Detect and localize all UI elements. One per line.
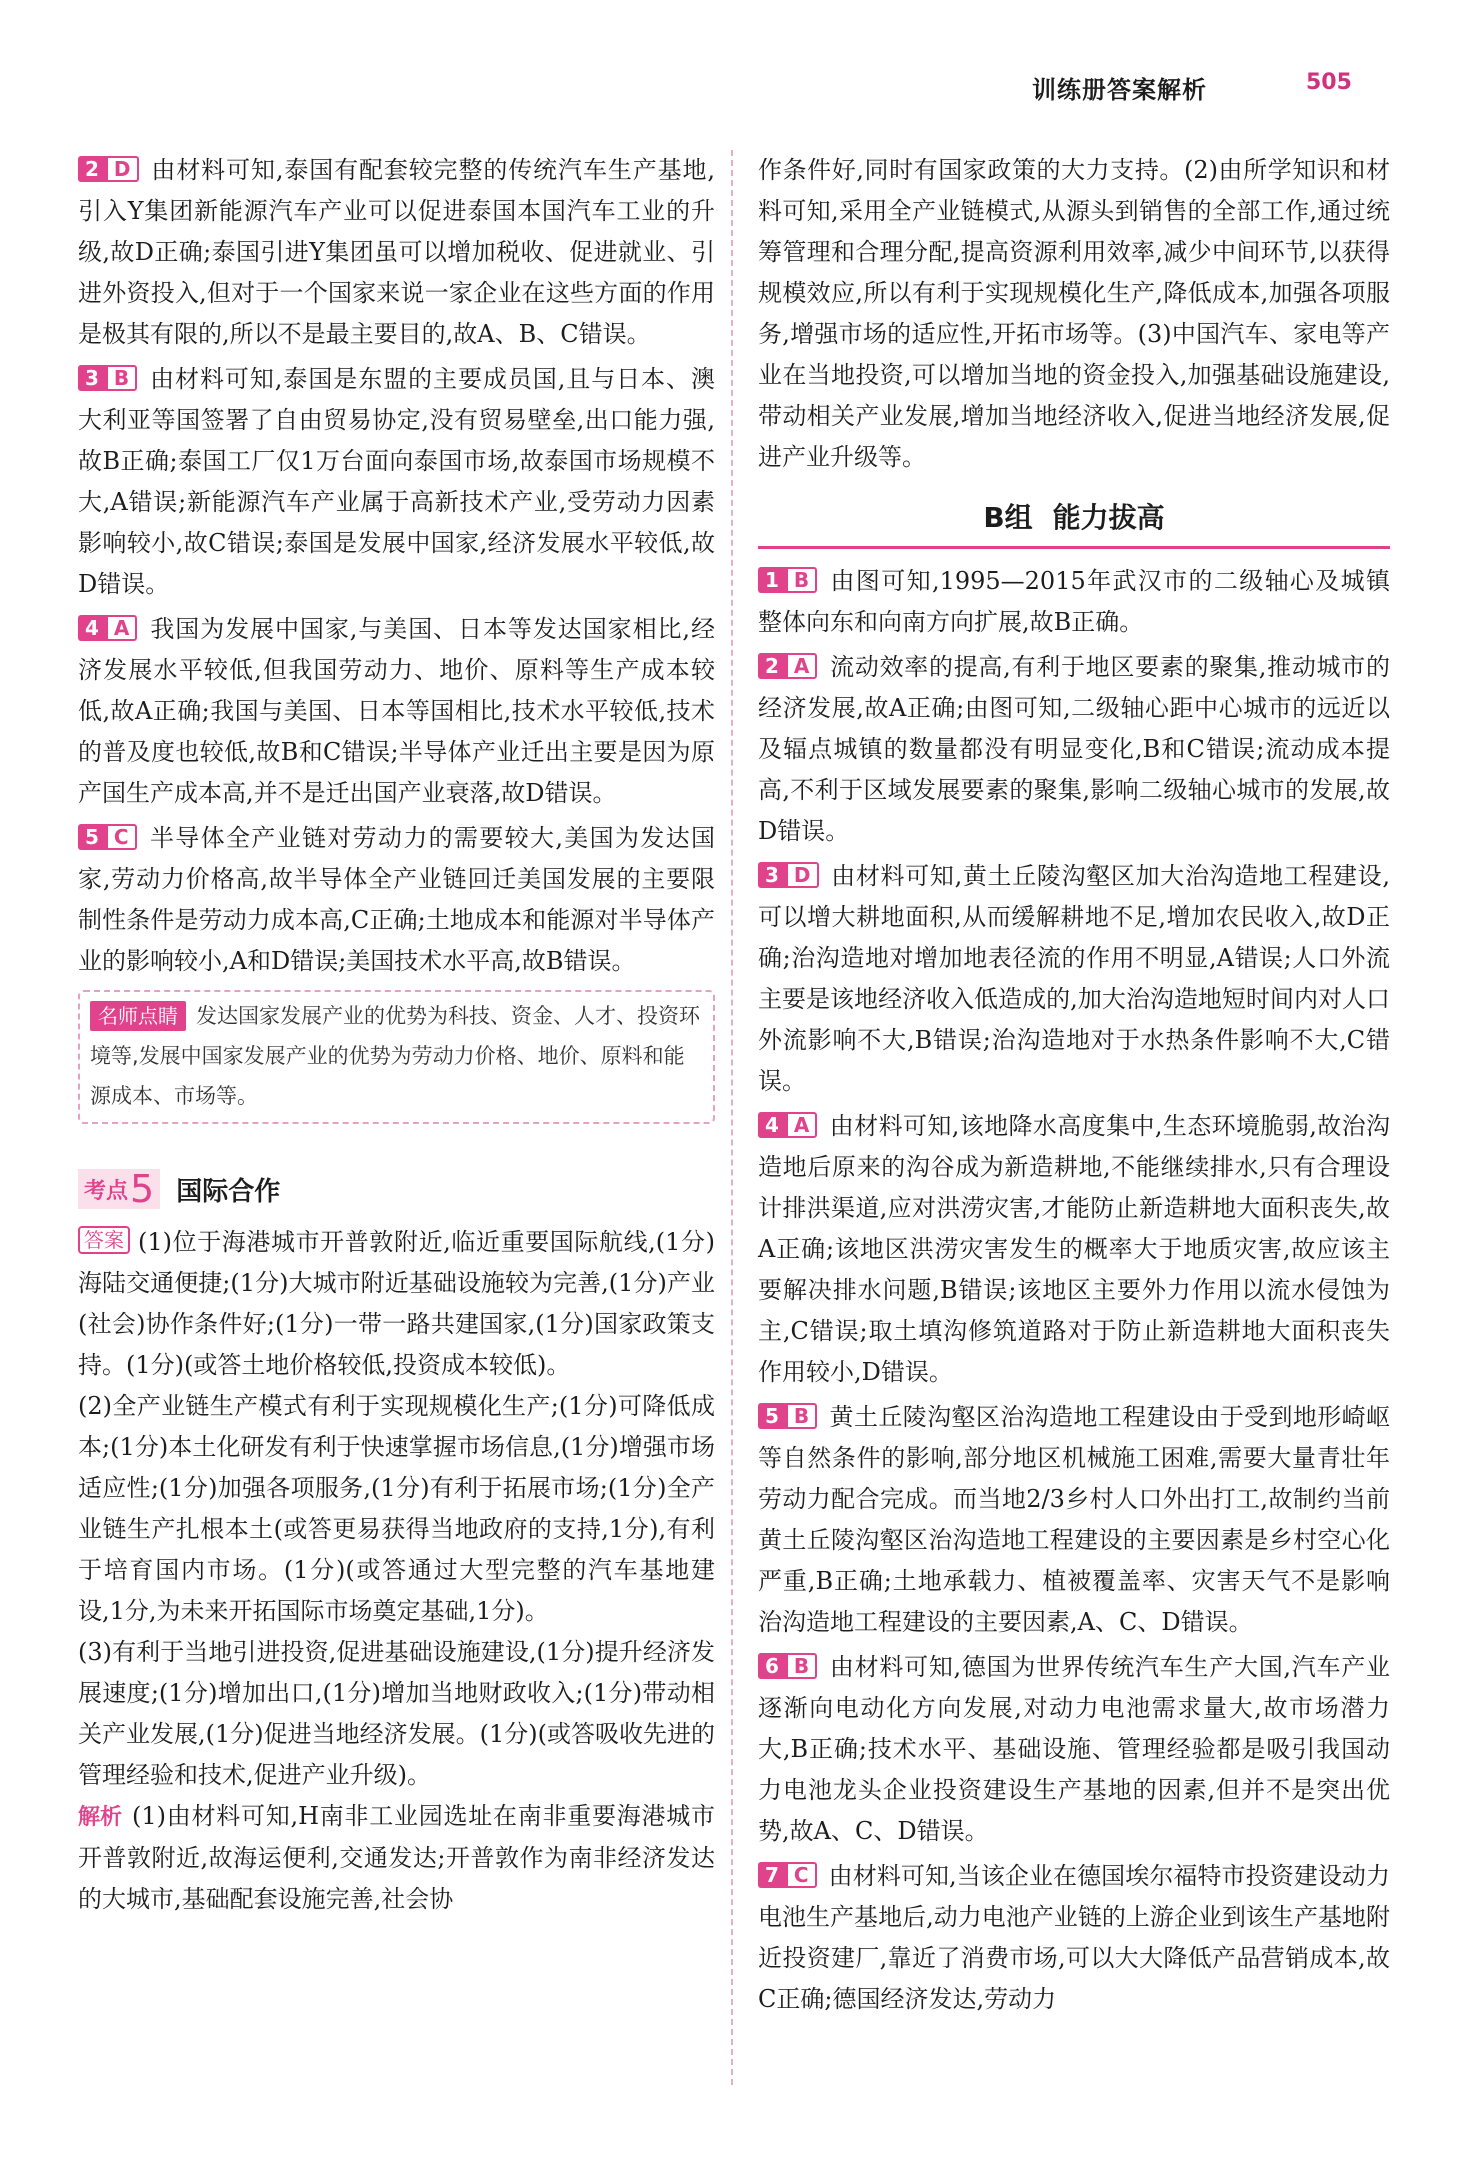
answer-item-b5 <box>758 1397 1390 1643</box>
group-name: B组 <box>983 501 1033 534</box>
question-badge <box>758 1862 817 1888</box>
question-number: 6 <box>758 1653 786 1679</box>
analysis-continuation: 作条件好,同时有国家政策的大力支持。(2)由所学知识和材料可知,采用全产业链模式,从源头到销售的全部工作,通过统筹管理和合理分配,提高资源利用效率,减少中间环节,以获得规模效应,所以有利于实现规模化生产,降低成本,加强各项服务,增强市场的适应性,开拓市场等。(3)中国汽车、家电等产业在当地投资,可以增加当地的资金投入,加强基础设施建设,带动相关产业发展,增加当地经济收入,促进当地经济发展,促进产业升级等。 <box>758 156 1390 471</box>
header-title: 训练册答案解析 <box>1032 76 1207 104</box>
analysis-label: 解析 <box>78 1805 123 1830</box>
explanation-text: 由材料可知,德国为世界传统汽车生产大国,汽车产业逐渐向电动化方向发展,对动力电池需求量大,故市场潜力大,B正确;技术水平、基础设施、管理经验都是吸引我国动力电池龙头企业投资建设生产基地的因素,但并不是突出优势,故A、C、D错误。 <box>758 1653 1390 1845</box>
answer-letter: C <box>786 1862 817 1888</box>
explanation-text: 我国为发展中国家,与美国、日本等发达国家相比,经济发展水平较低,但我国劳动力、地价、原料等生产成本较低,故A正确;我国与美国、日本等国相比,技术水平较低,技术的普及度也较低,故B和C错误;半导体产业迁出主要是因为原产国生产成本高,并不是迁出国产业衰落,故D错误。 <box>78 615 715 807</box>
question-number: 5 <box>78 824 106 850</box>
page-number: 505 <box>1306 70 1352 95</box>
section-badge-number: 5 <box>130 1167 155 1211</box>
answer-item-b3 <box>758 856 1390 1102</box>
group-title: 能力拔高 <box>1052 501 1165 534</box>
left-column <box>78 150 715 1920</box>
question-number: 1 <box>758 567 786 593</box>
section-title: 国际合作 <box>176 1176 281 1207</box>
analysis-text: (1)由材料可知,H南非工业园选址在南非重要海港城市开普敦附近,故海运便利,交通发达;开普敦作为南非经济发达的大城市,基础配套设施完善,社会协 <box>78 1802 715 1913</box>
answer-item-3 <box>78 359 715 605</box>
answer-item-b6 <box>758 1647 1390 1852</box>
question-badge <box>758 1653 817 1679</box>
right-column <box>758 150 1390 2024</box>
answer-item-b1 <box>758 561 1390 643</box>
question-badge <box>78 365 137 391</box>
tip-label: 名师点睛 <box>90 1001 186 1031</box>
answer-letter: B <box>786 1403 817 1429</box>
answer-paragraph-1 <box>78 1222 715 1386</box>
answer-item-b2 <box>758 647 1390 852</box>
answer-letter: A <box>786 653 817 679</box>
answer-text-1: (1)位于海港城市开普敦附近,临近重要国际航线,(1分)海陆交通便捷;(1分)大城市附近基础设施较为完善,(1分)产业(社会)协作条件好;(1分)一带一路共建国家,(1分)国家政策支持。(1分)(或答土地价格较低,投资成本较低)。 <box>78 1228 715 1379</box>
answer-item-b7 <box>758 1856 1390 2020</box>
question-badge <box>78 156 139 182</box>
section-badge-prefix: 考点 <box>84 1178 129 1204</box>
answer-item-4 <box>78 609 715 814</box>
question-badge <box>78 824 137 850</box>
answer-letter: D <box>786 862 819 888</box>
answer-label: 答案 <box>78 1226 130 1254</box>
tip-text: 发达国家发展产业的优势为科技、资金、人才、投资环境等,发展中国家发展产业的优势为劳动力价格、地价、原料和能源成本、市场等。 <box>90 1004 700 1108</box>
explanation-text: 由材料可知,该地降水高度集中,生态环境脆弱,故治沟造地后原来的沟谷成为新造耕地,不能继续排水,只有合理设计排洪渠道,应对洪涝灾害,才能防止新造耕地大面积丧失,故A正确;该地区洪涝灾害发生的概率大于地质灾害,故应该主要解决排水问题,B错误;该地区主要外力作用以流水侵蚀为主,C错误;取土填沟修筑道路对于防止新造耕地大面积丧失作用较小,D错误。 <box>758 1112 1390 1386</box>
question-number: 2 <box>78 156 106 182</box>
question-badge <box>758 653 817 679</box>
answer-item-2 <box>78 150 715 355</box>
question-number: 7 <box>758 1862 786 1888</box>
answer-item-b4 <box>758 1106 1390 1393</box>
answer-paragraph-3: (3)有利于当地引进投资,促进基础设施建设,(1分)提升经济发展速度;(1分)增加出口,(1分)增加当地财政收入;(1分)带动相关产业发展,(1分)促进当地经济发展。(1分)(或答吸收先进的管理经验和技术,促进产业升级)。 <box>78 1638 715 1789</box>
explanation-text: 流动效率的提高,有利于地区要素的聚集,推动城市的经济发展,故A正确;由图可知,二级轴心距中心城市的远近以及辐点城镇的数量都没有明显变化,B和C错误;流动成本提高,不利于区域发展要素的聚集,影响二级轴心城市的发展,故D错误。 <box>758 653 1390 845</box>
question-number: 5 <box>758 1403 786 1429</box>
question-number: 3 <box>78 365 106 391</box>
explanation-text: 由材料可知,泰国是东盟的主要成员国,且与日本、澳大利亚等国签署了自由贸易协定,没有贸易壁垒,出口能力强,故B正确;泰国工厂仅1万台面向泰国市场,故泰国市场规模不大,A错误;新能源汽车产业属于高新技术产业,受劳动力因素影响较小,故C错误;泰国是发展中国家,经济发展水平较低,故D错误。 <box>78 365 715 598</box>
answer-letter: A <box>786 1112 817 1138</box>
answer-letter: B <box>106 365 137 391</box>
group-heading <box>758 496 1390 536</box>
explanation-text: 由图可知,1995—2015年武汉市的二级轴心及城镇整体向东和向南方向扩展,故B正确。 <box>758 567 1390 636</box>
answer-letter: B <box>786 1653 817 1679</box>
question-number: 4 <box>758 1112 786 1138</box>
explanation-text: 半导体全产业链对劳动力的需要较大,美国为发达国家,劳动力价格高,故半导体全产业链回迁美国发展的主要限制性条件是劳动力成本高,C正确;土地成本和能源对半导体产业的影响较小,A和D错误;美国技术水平高,故B错误。 <box>78 824 715 975</box>
answer-item-5 <box>78 818 715 982</box>
answer-letter: C <box>106 824 137 850</box>
question-badge <box>78 615 137 641</box>
column-divider <box>731 150 733 2085</box>
section-heading <box>78 1164 715 1214</box>
explanation-text: 由材料可知,黄土丘陵沟壑区加大治沟造地工程建设,可以增大耕地面积,从而缓解耕地不足,增加农民收入,故D正确;治沟造地对增加地表径流的作用不明显,A错误;人口外流主要是该地经济收入低造成的,加大治沟造地短时间内对人口外流影响不大,B错误;治沟造地对于水热条件影响不大,C错误。 <box>758 862 1390 1095</box>
explanation-text: 由材料可知,泰国有配套较完整的传统汽车生产基地,引入Y集团新能源汽车产业可以促进泰国本国汽车工业的升级,故D正确;泰国引进Y集团虽可以增加税收、促进就业、引进外资投入,但对于一个国家来说一家企业在这些方面的作用是极其有限的,所以不是最主要目的,故A、B、C错误。 <box>78 156 715 348</box>
section-badge <box>78 1169 160 1209</box>
question-badge <box>758 1112 817 1138</box>
question-badge <box>758 567 817 593</box>
explanation-text: 黄土丘陵沟壑区治沟造地工程建设由于受到地形崎岖等自然条件的影响,部分地区机械施工困难,需要大量青壮年劳动力配合完成。而当地2/3乡村人口外出打工,故制约当前黄土丘陵沟壑区治沟造地工程建设的主要因素是乡村空心化严重,B正确;土地承载力、植被覆盖率、灾害天气不是影响治沟造地工程建设的主要因素,A、C、D错误。 <box>758 1403 1390 1636</box>
question-badge <box>758 862 819 888</box>
analysis-paragraph <box>78 1796 715 1920</box>
teacher-tip-box <box>78 990 715 1124</box>
answer-paragraph-2: (2)全产业链生产模式有利于实现规模化生产;(1分)可降低成本;(1分)本土化研发有利于快速掌握市场信息,(1分)增强市场适应性;(1分)加强各项服务,(1分)有利于拓展市场;(1分)全产业链生产扎根本土(或答更易获得当地政府的支持,1分),有利于培育国内市场。(1分)(或答通过大型完整的汽车基地建设,1分,为未来开拓国际市场奠定基础,1分)。 <box>78 1392 715 1625</box>
question-badge <box>758 1403 817 1429</box>
explanation-text: 由材料可知,当该企业在德国埃尔福特市投资建设动力电池生产基地后,动力电池产业链的上游企业到该生产基地附近投资建厂,靠近了消费市场,可以大大降低产品营销成本,故C正确;德国经济发达,劳动力 <box>758 1862 1390 2013</box>
answer-letter: A <box>106 615 137 641</box>
question-number: 2 <box>758 653 786 679</box>
question-number: 4 <box>78 615 106 641</box>
answer-letter: D <box>106 156 139 182</box>
group-underline <box>758 546 1390 549</box>
question-number: 3 <box>758 862 786 888</box>
answer-letter: B <box>786 567 817 593</box>
